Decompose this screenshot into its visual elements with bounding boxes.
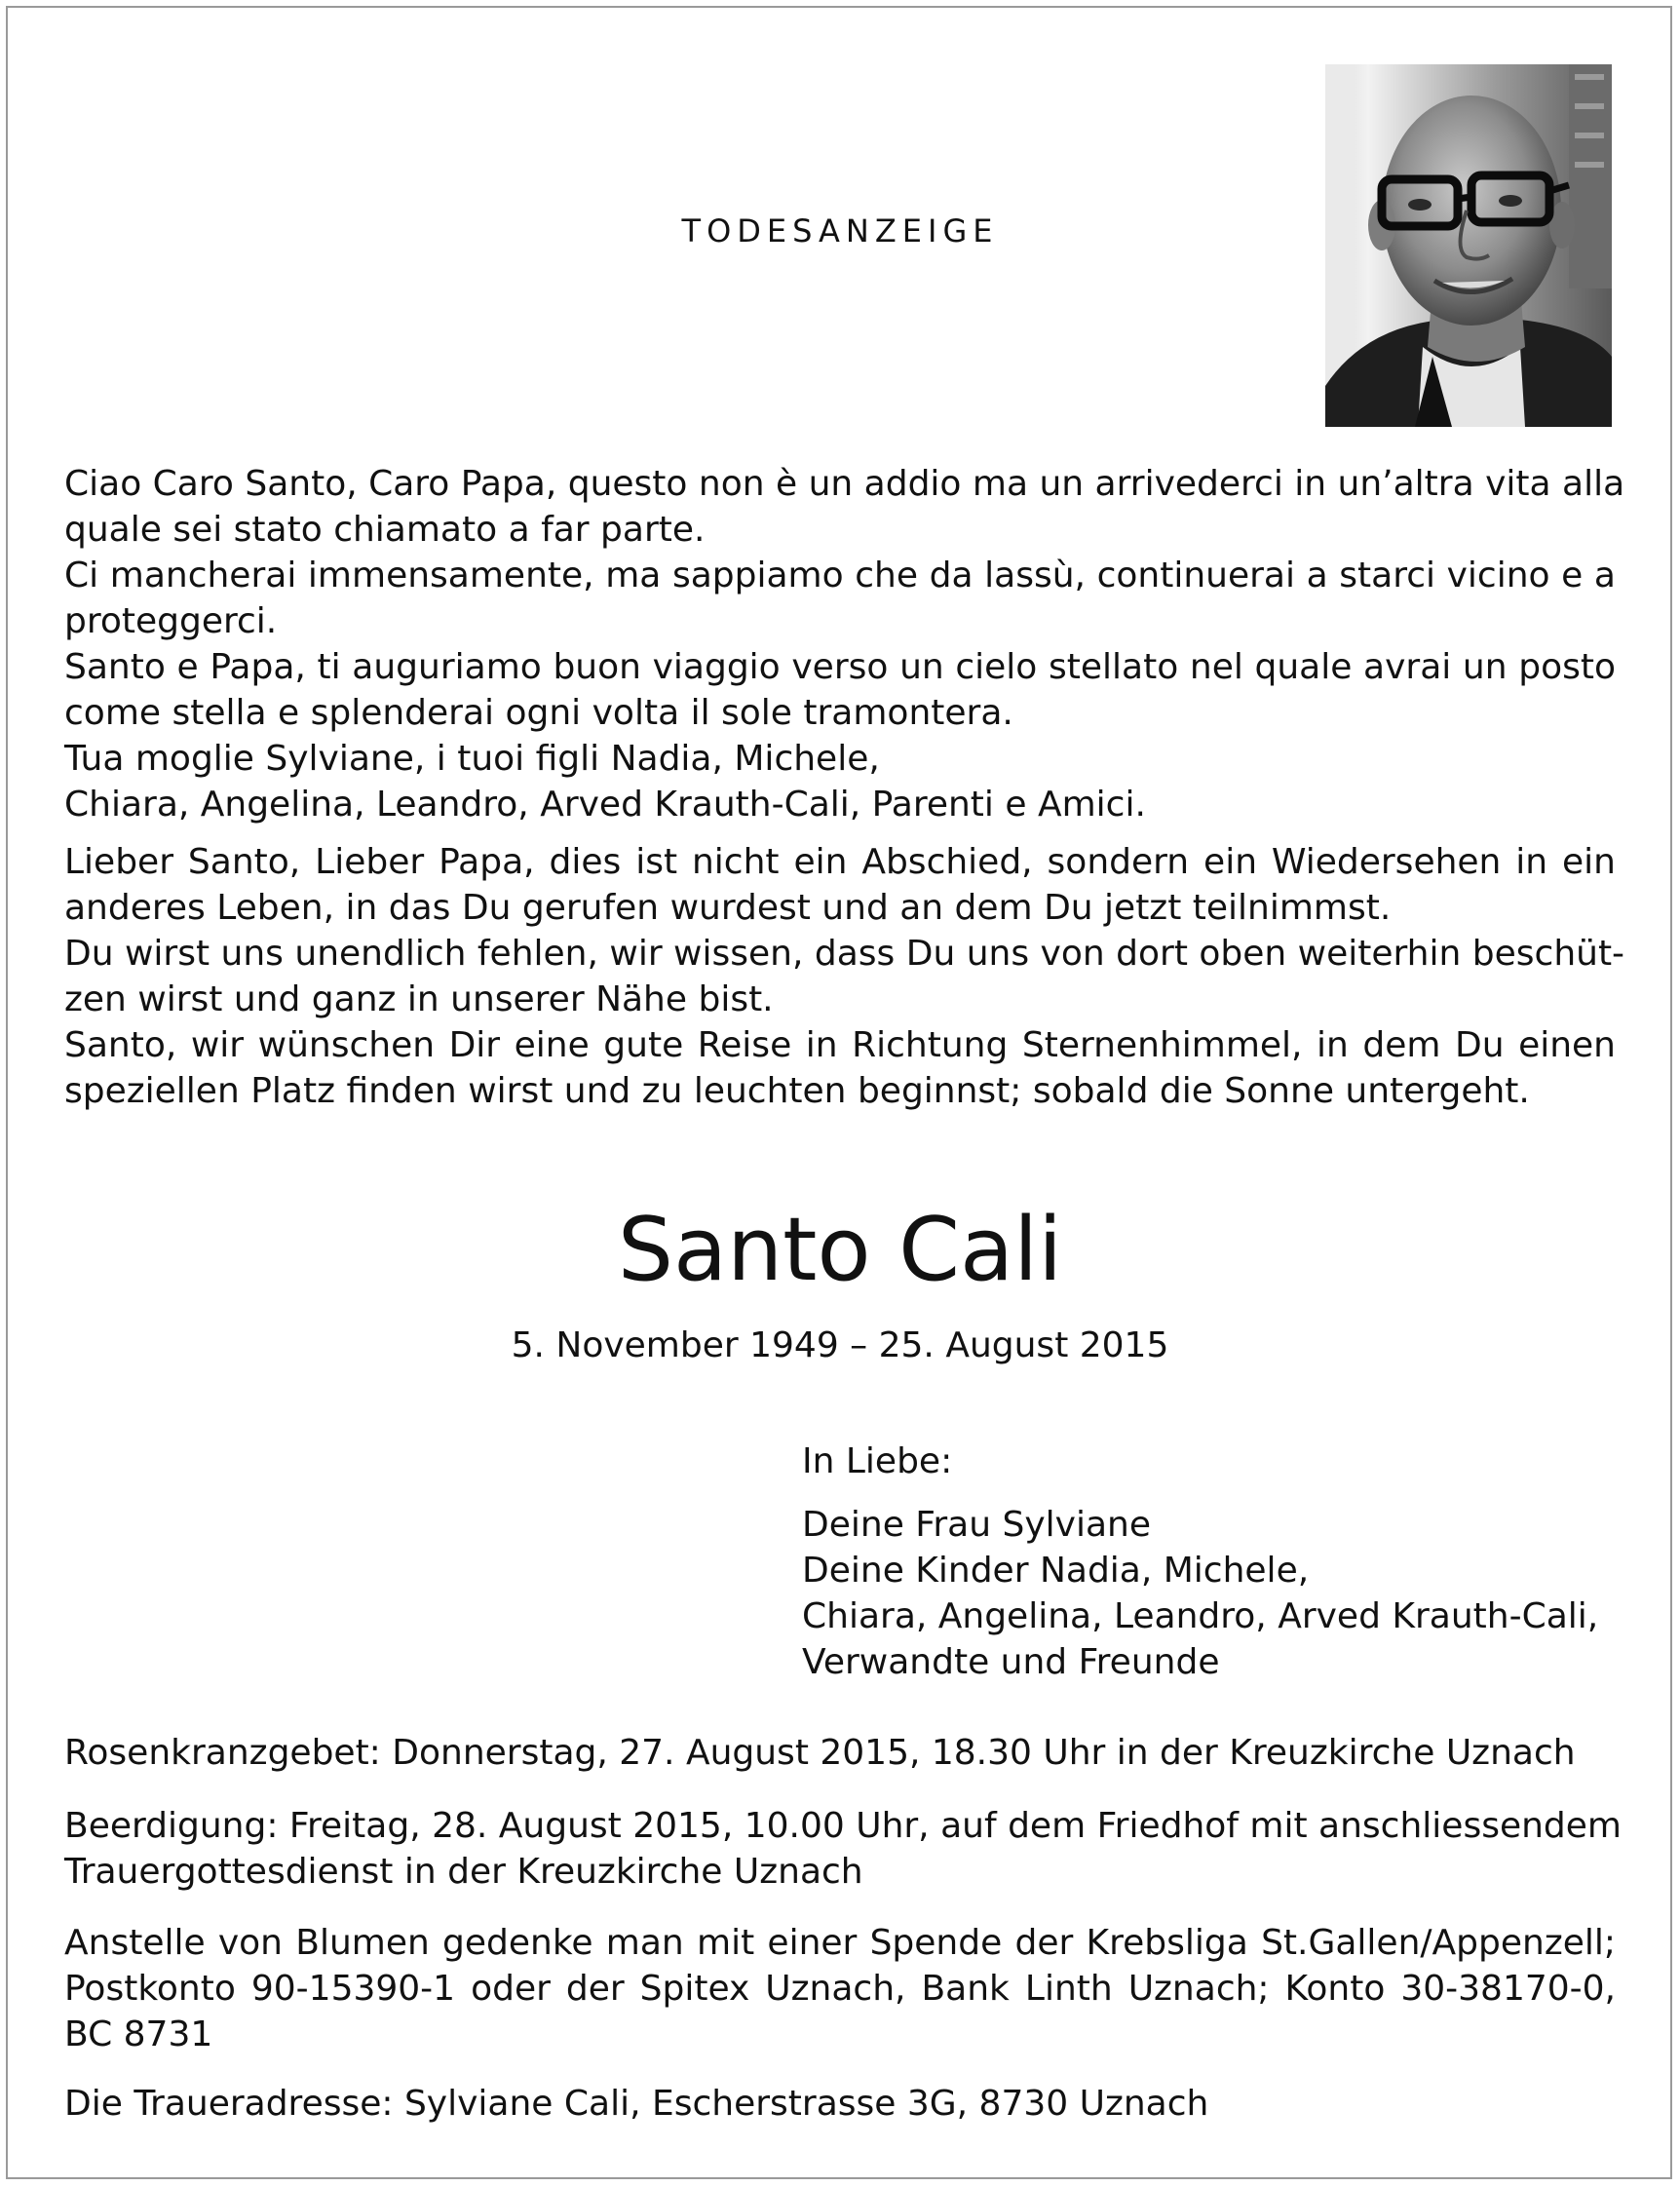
text-line: zen wirst und ganz in unserer Nähe bist.: [64, 979, 774, 1019]
portrait-photo: [1325, 64, 1612, 427]
text-line: Trauergottesdienst in der Kreuzkirche Uznach: [64, 1852, 863, 1892]
rosary-info: [64, 1730, 1616, 1776]
text-line: come stella e splenderai ogni volta il sole tramontera.: [64, 693, 1013, 733]
text-line: Santo, wir wünschen Dir eine gute Reise in Richtung Sternenhimmel, in dem Du einen: [64, 1025, 1616, 1065]
text-line: Du wirst uns unendlich fehlen, wir wissen, dass Du uns von dort oben weiterhin beschüt-: [64, 934, 1625, 974]
text-line: Postkonto 90-15390-1 oder der Spitex Uznach, Bank Linth Uznach; Konto 30-38170-0,: [64, 1969, 1616, 2009]
life-dates: 5. November 1949 – 25. August 2015: [511, 1325, 1169, 1365]
signer-line: Chiara, Angelina, Leandro, Arved Krauth-Cali,: [802, 1596, 1599, 1636]
signers-intro: In Liebe:: [802, 1441, 953, 1481]
text-line: Anstelle von Blumen gedenke man mit einer Spende der Krebsliga St.Gallen/Appenzell;: [64, 1923, 1616, 1963]
signer-line: Deine Kinder Nadia, Michele,: [802, 1551, 1310, 1591]
text-line: Chiara, Angelina, Leandro, Arved Krauth-Cali, Parenti e Amici.: [64, 785, 1146, 825]
text-line: Beerdigung: Freitag, 28. August 2015, 10.00 Uhr, auf dem Friedhof mit anschliessendem: [64, 1806, 1622, 1846]
text-line: Ciao Caro Santo, Caro Papa, questo non è un addio ma un arrivederci in un’altra vita alla: [64, 464, 1625, 504]
signer-line: Deine Frau Sylviane: [802, 1505, 1151, 1545]
text-line: quale sei stato chiamato a far parte.: [64, 510, 706, 550]
mourning-address: [64, 2081, 1616, 2127]
text-line: Lieber Santo, Lieber Papa, dies ist nicht ein Abschied, sondern ein Wiedersehen in ein: [64, 842, 1616, 882]
text-line: Tua moglie Sylviane, i tuoi figli Nadia, Michele,: [64, 739, 880, 779]
notice-heading: TODESANZEIGE: [681, 212, 999, 249]
german-message: [64, 839, 1625, 1114]
donation-info: [64, 1920, 1616, 2057]
text-line: BC 8731: [64, 2014, 213, 2054]
funeral-info: [64, 1803, 1622, 1895]
spacer: [802, 1484, 1598, 1502]
deceased-name: Santo Cali: [617, 1199, 1063, 1301]
text-line: speziellen Platz finden wirst und zu leuchten beginnst; sobald die Sonne untergeht.: [64, 1071, 1530, 1111]
text-line: Die Traueradresse: Sylviane Cali, Escherstrasse 3G, 8730 Uznach: [64, 2084, 1209, 2124]
portrait-icon: [1325, 64, 1612, 427]
italian-message: [64, 461, 1625, 827]
text-line: Santo e Papa, ti auguriamo buon viaggio verso un cielo stellato nel quale avrai un posto: [64, 647, 1616, 687]
signers-block: [802, 1439, 1598, 1685]
text-line: Ci mancherai immensamente, ma sappiamo che da lassù, continuerai a starci vicino e a: [64, 556, 1616, 595]
text-line: proteggerci.: [64, 601, 278, 641]
text-line: anderes Leben, in das Du gerufen wurdest und an dem Du jetzt teilnimmst.: [64, 888, 1392, 928]
signer-line: Verwandte und Freunde: [802, 1642, 1220, 1682]
text-line: Rosenkranzgebet: Donnerstag, 27. August 2015, 18.30 Uhr in der Kreuzkirche Uznach: [64, 1733, 1576, 1773]
